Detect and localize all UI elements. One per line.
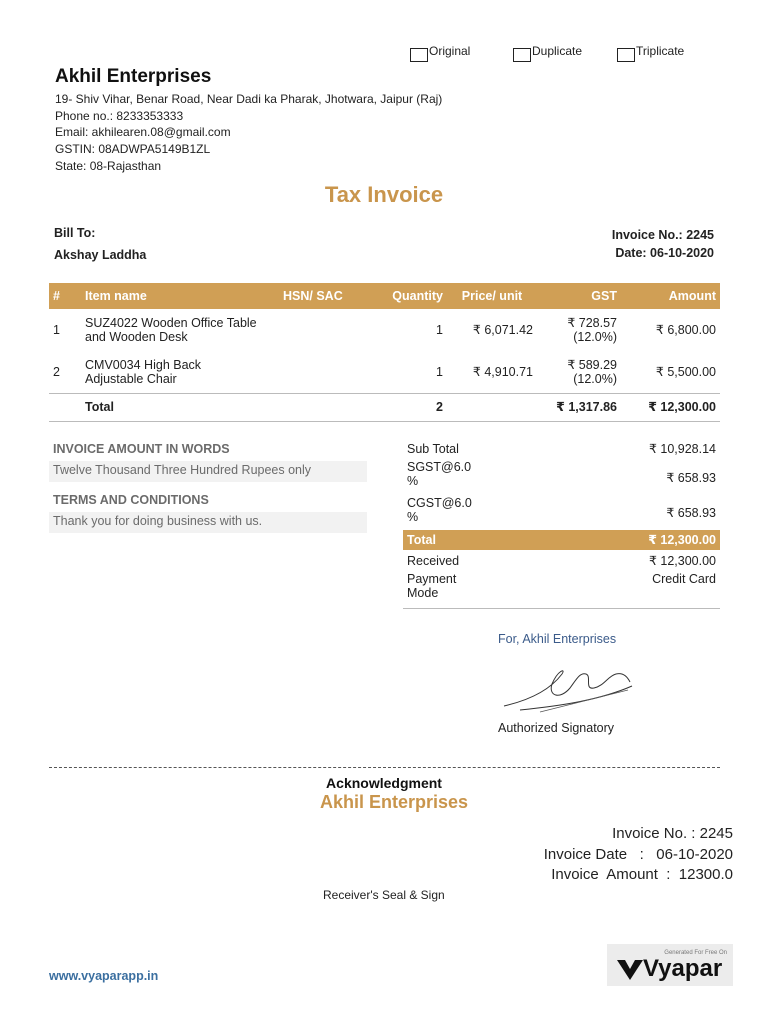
- logo-tagline: Generated For Free On: [664, 950, 727, 956]
- for-company: For, Akhil Enterprises: [498, 632, 617, 646]
- company-name: Akhil Enterprises: [55, 66, 212, 87]
- received-value: ₹ 12,300.00: [648, 554, 716, 568]
- col-header-no: #: [49, 283, 81, 309]
- logo-text: Vyapar: [643, 955, 723, 982]
- item-quantity: 1: [436, 323, 443, 337]
- cut-line-divider: [49, 767, 720, 768]
- items-table: [49, 283, 720, 422]
- checkbox-triplicate[interactable]: [617, 48, 635, 62]
- received-label: Received: [407, 554, 460, 568]
- table-row: [49, 309, 720, 351]
- table-header-row: [49, 283, 720, 309]
- sgst-label-line: %: [407, 474, 419, 488]
- table-row: [49, 351, 720, 393]
- col-header-amount: Amount: [621, 283, 720, 309]
- item-hsn: [279, 309, 359, 351]
- vyapar-logo-icon: [617, 960, 643, 980]
- item-name-line: SUZ4022 Wooden Office Table: [85, 316, 257, 330]
- summary-total-label: Total: [403, 530, 558, 550]
- col-header-price: Price/ unit: [447, 283, 537, 309]
- checkbox-original[interactable]: [410, 48, 428, 62]
- sub-total-label: Sub Total: [407, 442, 459, 456]
- company-gstin: GSTIN: 08ADWPA5149B1ZL: [55, 142, 211, 156]
- vyapar-logo: [607, 944, 733, 986]
- col-header-gst: GST: [537, 283, 621, 309]
- cgst-label-line: %: [407, 510, 419, 524]
- bill-to-label: Bill To:: [54, 226, 96, 240]
- copy-option-duplicate[interactable]: [513, 44, 582, 62]
- table-total-row: [49, 393, 720, 421]
- row-number: 1: [53, 323, 60, 337]
- item-name-line: Adjustable Chair: [85, 371, 177, 386]
- total-label: Total: [81, 393, 279, 421]
- copy-option-label: Triplicate: [636, 44, 685, 58]
- item-price: ₹ 4,910.71: [472, 364, 533, 379]
- item-name-line: and Wooden Desk: [85, 330, 188, 344]
- cgst-label-line: CGST@6.0: [407, 496, 472, 510]
- copy-option-label: Duplicate: [532, 44, 583, 58]
- sgst-label: [403, 460, 558, 496]
- summary-row: [403, 460, 720, 496]
- summary-row: [403, 438, 720, 460]
- website-link[interactable]: www.vyaparapp.in: [49, 969, 159, 983]
- acknowledgment-title: Acknowledgment: [326, 775, 442, 791]
- payment-mode-label: [403, 572, 558, 608]
- amount-words-heading: INVOICE AMOUNT IN WORDS: [53, 442, 230, 456]
- checkbox-duplicate[interactable]: [513, 48, 531, 62]
- col-header-quantity: Quantity: [359, 283, 447, 309]
- summary-row: [403, 496, 720, 530]
- company-phone: Phone no.: 8233353333: [55, 109, 184, 123]
- sgst-label-line: SGST@6.0: [407, 460, 472, 474]
- amount-words-text: Twelve Thousand Three Hundred Rupees only: [49, 461, 367, 482]
- item-gst: [537, 351, 621, 393]
- item-quantity: 1: [436, 364, 443, 379]
- summary-total-value: ₹ 12,300.00: [558, 530, 720, 550]
- item-name: [81, 309, 279, 351]
- terms-heading: TERMS AND CONDITIONS: [53, 493, 209, 507]
- authorized-signatory: Authorized Signatory: [498, 721, 615, 735]
- invoice-date: Date: 06-10-2020: [615, 246, 714, 260]
- sgst-value: ₹ 658.93: [666, 471, 716, 485]
- company-email: Email: akhilearen.08@gmail.com: [55, 125, 231, 139]
- item-name: [81, 351, 279, 393]
- total-gst: ₹ 1,317.86: [537, 393, 621, 421]
- signature-image: [500, 660, 640, 716]
- summary-row: [403, 550, 720, 572]
- payment-mode-value: Credit Card: [558, 572, 720, 608]
- ack-invoice-number: Invoice No. : 2245: [612, 825, 733, 842]
- item-gst-amount: ₹ 728.57: [567, 316, 617, 330]
- copy-option-label: Original: [429, 44, 471, 58]
- summary-table: [403, 438, 720, 609]
- document-title: Tax Invoice: [324, 182, 444, 207]
- ack-invoice-date: Invoice Date : 06-10-2020: [543, 846, 733, 863]
- cgst-label: [403, 496, 558, 530]
- payment-label-line: Payment: [407, 572, 457, 586]
- summary-row: [403, 572, 720, 608]
- sub-total-value: ₹ 10,928.14: [648, 442, 716, 456]
- payment-label-line: Mode: [407, 586, 439, 600]
- item-amount: ₹ 6,800.00: [655, 323, 716, 337]
- col-header-item: Item name: [81, 283, 279, 309]
- item-hsn: [279, 351, 359, 393]
- col-header-hsn: HSN/ SAC: [279, 283, 359, 309]
- item-gst-rate: (12.0%): [573, 371, 617, 386]
- item-gst-amount: ₹ 589.29: [567, 357, 617, 372]
- company-state: State: 08-Rajasthan: [55, 159, 162, 173]
- summary-total-row: [403, 530, 720, 550]
- ack-invoice-amount: Invoice Amount : 12300.0: [551, 866, 733, 883]
- total-amount: ₹ 12,300.00: [621, 393, 720, 421]
- acknowledgment-company: Akhil Enterprises: [319, 792, 469, 812]
- bill-to-name: Akshay Laddha: [54, 248, 147, 262]
- total-quantity: 2: [359, 393, 447, 421]
- item-gst: [537, 309, 621, 351]
- row-number: 2: [53, 364, 60, 379]
- terms-text: Thank you for doing business with us.: [49, 512, 367, 533]
- cgst-value: ₹ 658.93: [666, 506, 716, 520]
- invoice-number: Invoice No.: 2245: [611, 228, 714, 242]
- item-amount: ₹ 5,500.00: [655, 364, 716, 379]
- item-gst-rate: (12.0%): [573, 330, 617, 344]
- item-name-line: CMV0034 High Back: [85, 357, 202, 372]
- company-address: 19- Shiv Vihar, Benar Road, Near Dadi ka Pharak, Jhotwara, Jaipur (Raj): [55, 92, 443, 106]
- copy-option-original[interactable]: [410, 44, 470, 62]
- copy-option-triplicate[interactable]: [617, 44, 684, 62]
- receiver-seal-label: Receiver's Seal & Sign: [323, 888, 445, 902]
- item-price: ₹ 6,071.42: [472, 323, 533, 337]
